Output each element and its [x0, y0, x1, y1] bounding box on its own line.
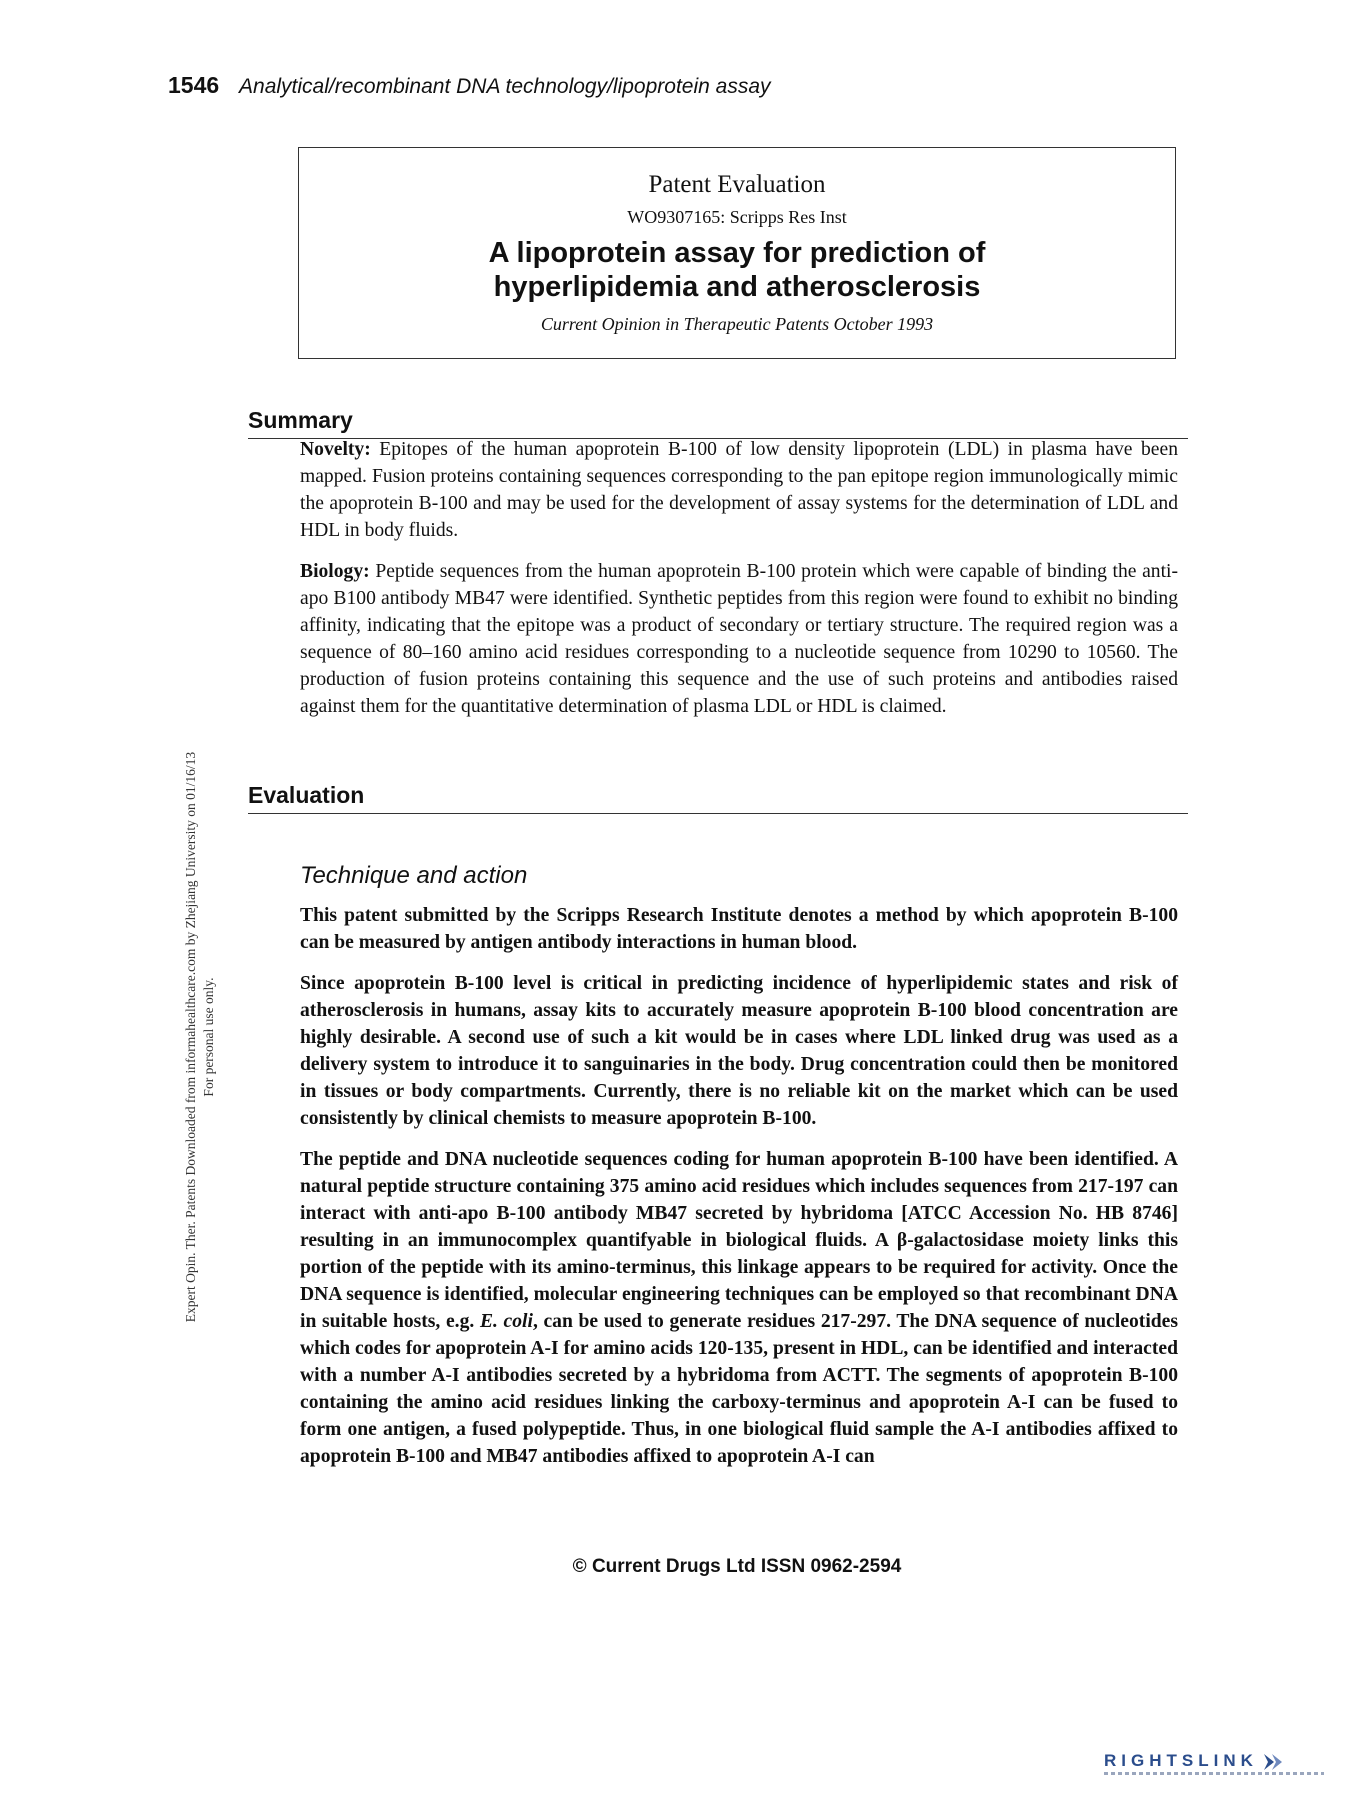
para3-organism: E. coli — [479, 1311, 533, 1332]
biology-paragraph — [300, 558, 1178, 720]
rightslink-arrow-icon — [1262, 1752, 1284, 1772]
evaluation-paragraph-3 — [300, 1146, 1178, 1470]
biology-text: Peptide sequences from the human apoprotein B-100 protein which were capable of binding the anti-apo B100 antibody MB47 were identified. Synthetic peptides from this region were found to exhibit no binding affinity, indicating that the epitope was a product of secondary or tertiary structure. The required region was a sequence of 80–160 amino acid residues corresponding to a nucleotide sequence from 10290 to 10560. The production of fusion proteins containing this sequence and the use of such proteins and antibodies raised against them for the quantitative determination of plasma LDL or HDL is claimed. — [300, 561, 1179, 717]
para3-text-b: , can be used to generate residues 217-297. The DNA sequence of nucleotides which codes for apoprotein A-I for amino acids 120-135, present in HDL, can be identified and interacted with a number A-I antibodies secreted by a hybridoma from ACTT. The segments of apoprotein B-100 containing the amino acid residues linking the carboxy-terminus and apoprotein A-I can be fused to form one antigen, a fused polypeptide. Thus, in one biological fluid sample the A-I antibodies affixed to apoprotein B-100 and MB47 antibodies affixed to apoprotein A-I can — [300, 1311, 1178, 1467]
novelty-paragraph — [300, 436, 1178, 544]
evaluation-body — [300, 902, 1178, 1484]
summary-body — [300, 436, 1178, 734]
box-heading: Patent Evaluation — [648, 171, 826, 198]
novelty-text: Epitopes of the human apoprotein B-100 of low density lipoprotein (LDL) in plasma have been mapped. Fusion proteins containing sequences corresponding to the pan epitope region immunologically mimic the apoprotein B-100 and may be used for the development of assay systems for the determination of LDL and HDL in body fluids. — [300, 439, 1178, 541]
article-title-line-1: A lipoprotein assay for prediction of — [488, 237, 986, 269]
rightslink-subtitle-line — [1104, 1772, 1324, 1775]
evaluation-paragraph-1: This patent submitted by the Scripps Research Institute denotes a method by which apoprotein B-100 can be measured by antigen antibody interactions in human blood. — [300, 905, 1178, 953]
evaluation-heading: Evaluation — [248, 782, 1188, 814]
patent-id: WO9307165: Scripps Res Inst — [627, 207, 847, 227]
rightslink-logo[interactable] — [1104, 1751, 1284, 1781]
running-head-section: Analytical/recombinant DNA technology/lipoprotein assay — [239, 75, 771, 98]
evaluation-paragraph-2: Since apoprotein B-100 level is critical in predicting incidence of hyperlipidemic states and risk of atherosclerosis in humans, assay kits to accurately measure apoprotein B-100 blood concentration are highly desirable. A second use of such a kit would be in cases where LDL linked drug was used as a delivery system to introduce it to sanguinaries in the body. Drug concentration could then be monitored in tissues or body compartments. Currently, there is no reliable kit on the market which can be used consistently by clinical chemists to measure apoprotein B-100. — [300, 973, 1178, 1129]
running-head — [168, 72, 771, 99]
technique-subheading: Technique and action — [300, 862, 528, 889]
rightslink-text: RIGHTSLINK — [1104, 1751, 1258, 1770]
download-watermark-line-2: For personal use only. — [201, 977, 216, 1097]
download-watermark — [182, 587, 222, 1487]
copyright-line: © Current Drugs Ltd ISSN 0962-2594 — [572, 1556, 902, 1577]
download-watermark-line-1: Expert Opin. Ther. Patents Downloaded from informahealthcare.com by Zhejiang University on 01/16/13 — [183, 751, 198, 1323]
page-number: 1546 — [168, 72, 220, 98]
summary-heading: Summary — [248, 407, 1188, 439]
para3-text-a: The peptide and DNA nucleotide sequences coding for human apoprotein B-100 have been identified. A natural peptide structure containing 375 amino acid residues which includes sequences from 217-197 can interact with anti-apo B-100 antibody MB47 secreted by hybridoma [ATCC Accession No. HB 8746] resulting in an immunocomplex quantifyable in biological fluids. A β-galactosidase moiety links this portion of the peptide with its amino-terminus, this linkage appears to be required for activity. Once the DNA sequence is identified, molecular engineering techniques can be employed so that recombinant DNA in suitable hosts, e.g. — [300, 1149, 1178, 1332]
article-title-line-2: hyperlipidemia and atherosclerosis — [493, 271, 981, 303]
article-title — [299, 236, 1175, 304]
source-citation: Current Opinion in Therapeutic Patents October 1993 — [540, 314, 934, 334]
biology-label: Biology: — [300, 561, 370, 582]
novelty-label: Novelty: — [300, 439, 371, 460]
patent-evaluation-box — [298, 147, 1176, 359]
